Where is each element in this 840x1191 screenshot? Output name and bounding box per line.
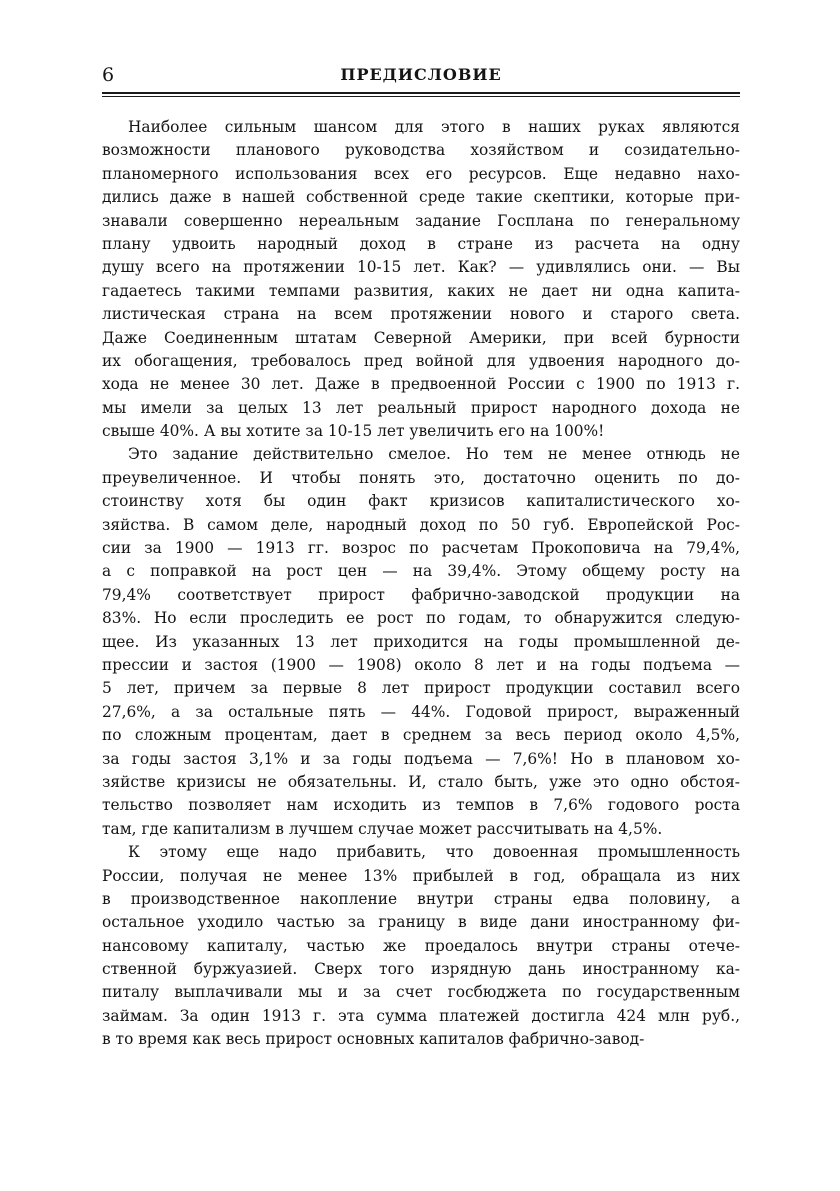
text-line: а с поправкой на рост цен — на 39,4%. Этому общему росту на	[102, 562, 740, 581]
text-line: дились даже в нашей собственной среде такие скептики, которые при-	[102, 188, 740, 207]
text-line: зяйстве кризисы не обязательны. И, стало быть, уже это одно обстоя-	[102, 772, 740, 791]
text-line: мы имели за целых 13 лет реальный прирост народного дохода не	[102, 398, 740, 417]
text-line: в то время как весь прирост основных капиталов фабрично-завод-	[102, 1030, 645, 1049]
text-line: возможности планового руководства хозяйством и созидательно-	[102, 141, 740, 160]
running-header	[102, 64, 740, 86]
text-line: 27,6%, а за остальные пять — 44%. Годовой прирост, выраженный	[102, 702, 740, 721]
text-line: К этому еще надо прибавить, что довоенная промышленность	[128, 843, 740, 862]
text-line: 5 лет, причем за первые 8 лет прирост продукции составил всего	[102, 679, 740, 698]
text-line: плану удвоить народный доход в стране из расчета на одну	[102, 234, 740, 253]
text-line: Наиболее сильным шансом для этого в наших руках являются	[128, 118, 740, 136]
page-number: 6	[102, 64, 115, 86]
text-line: планомерного использования всех его ресурсов. Еще недавно нахо-	[102, 164, 740, 183]
text-line: щее. Из указанных 13 лет приходится на годы промышленной де-	[102, 632, 740, 651]
text-line: остальное уходило частью за границу в виде дани иностранному фи-	[102, 913, 740, 932]
text-line: Это задание действительно смелое. Но тем не менее отнюдь не	[128, 445, 740, 464]
text-line: тельство позволяет нам исходить из темпов в 7,6% годового роста	[102, 796, 740, 815]
paragraph	[102, 841, 740, 1052]
text-line: душу всего на протяжении 10-15 лет. Как? — удивлялись они. — Вы	[102, 258, 740, 277]
text-line: гадаетесь такими темпами развития, каких не дает ни одна капита-	[102, 281, 740, 300]
paragraph	[102, 116, 740, 443]
text-line: Даже Соединенным штатам Северной Америки, при всей бурности	[102, 328, 740, 347]
text-line: России, получая не менее 13% прибылей в год, обращала из них	[102, 866, 740, 885]
text-line: стоинству хотя бы один факт кризисов капиталистического хо-	[102, 492, 740, 511]
text-line: 79,4% соответствует прирост фабрично-заводской продукции на	[102, 585, 740, 604]
paragraph	[102, 443, 740, 841]
text-line: зяйства. В самом деле, народный доход по 50 губ. Европейской Рос-	[102, 515, 740, 534]
text-line: свыше 40%. А вы хотите за 10-15 лет увеличить его на 100%!	[102, 422, 605, 441]
header-rule-thick	[102, 92, 740, 94]
chapter-title: ПРЕДИСЛОВИЕ	[340, 65, 502, 84]
body-text	[102, 116, 740, 1052]
text-line: листическая страна на всем протяжении нового и старого света.	[102, 305, 740, 324]
text-line: в производственное накопление внутри страны едва половину, а	[102, 889, 740, 908]
text-line: питалу выплачивали мы и за счет госбюджета по государственным	[102, 983, 740, 1002]
text-line: по сложным процентам, дает в среднем за весь период около 4,5%,	[102, 726, 740, 745]
text-line: займам. За один 1913 г. эта сумма платежей достигла 424 млн руб.,	[102, 1006, 740, 1025]
text-line: ственной буржуазией. Сверх того изрядную дань иностранному ка-	[102, 960, 740, 979]
text-line: прессии и застоя (1900 — 1908) около 8 лет и на годы подъема —	[102, 655, 740, 674]
text-line: 83%. Но если проследить ее рост по годам, то обнаружится следую-	[102, 609, 740, 628]
text-line: сии за 1900 — 1913 гг. возрос по расчетам Прокоповича на 79,4%,	[102, 539, 740, 558]
text-line: за годы застоя 3,1% и за годы подъема — 7,6%! Но в плановом хо-	[102, 749, 740, 768]
text-line: нансовому капиталу, частью же проедалось внутри страны отече-	[102, 936, 740, 955]
text-line: хода не менее 30 лет. Даже в предвоенной России с 1900 по 1913 г.	[102, 375, 740, 394]
text-line: знавали совершенно нереальным задание Госплана по генеральному	[102, 211, 740, 230]
header-rule-thin	[102, 96, 740, 97]
text-line: их обогащения, требовалось пред войной для удвоения народного до-	[102, 351, 740, 370]
text-line: там, где капитализм в лучшем случае может рассчитывать на 4,5%.	[102, 819, 663, 838]
text-line: преувеличенное. И чтобы понять это, достаточно оценить по до-	[102, 468, 740, 487]
